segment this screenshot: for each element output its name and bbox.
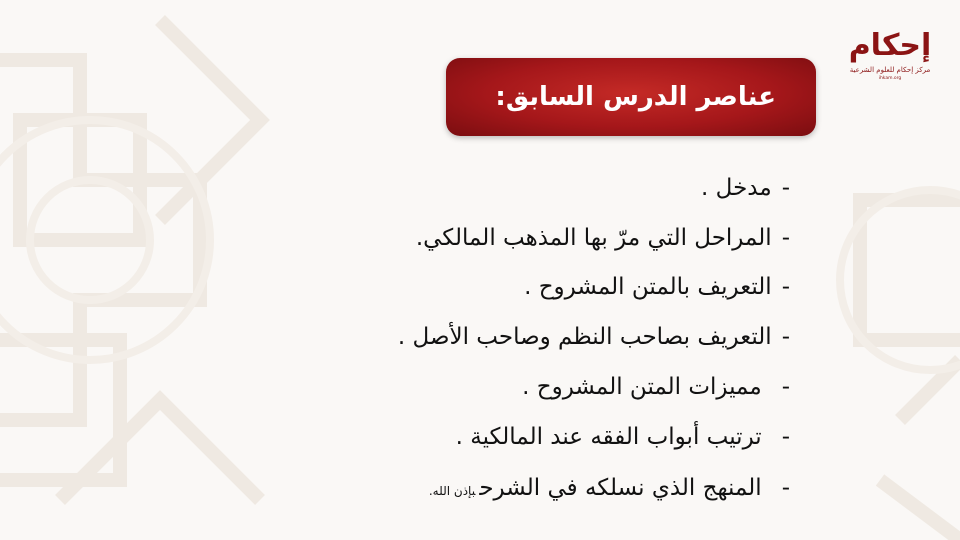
list-item	[416, 222, 790, 254]
list-item	[522, 371, 790, 403]
list-item-text: مميزات المتن المشروح .	[522, 374, 762, 400]
list-dash: -	[781, 225, 790, 251]
list-item	[398, 321, 790, 353]
list-dash: -	[781, 324, 790, 350]
list-item	[524, 271, 790, 303]
logo-tagline: ihkam.org	[878, 76, 902, 81]
list-item-text: التعريف بالمتن المشروح .	[524, 274, 772, 300]
list-item-text: المنهج الذي نسلكه في الشرح	[479, 475, 762, 501]
logo-mark: إحكام	[848, 28, 932, 63]
list-dash: -	[781, 424, 790, 450]
list-dash: -	[781, 374, 790, 400]
list-dash: -	[781, 274, 790, 300]
list-item	[456, 421, 790, 453]
slide-title: عناصر الدرس السابق:	[495, 82, 776, 112]
list-item-text: ترتيب أبواب الفقه عند المالكية .	[455, 424, 762, 450]
list-item-text: المراحل التي مرّ بها المذهب المالكي.	[415, 225, 772, 251]
list-item-text: التعريف بصاحب النظم وصاحب الأصل .	[397, 324, 772, 350]
list-item-text: مدخل .	[701, 175, 772, 201]
list-item	[701, 172, 790, 204]
list-dash: -	[781, 175, 790, 201]
list-dash: -	[781, 475, 790, 501]
list-item-suffix: بإذن الله.	[428, 484, 476, 498]
list-item	[429, 472, 790, 507]
logo-subtitle: مركز إحكام للعلوم الشرعية	[849, 66, 931, 74]
